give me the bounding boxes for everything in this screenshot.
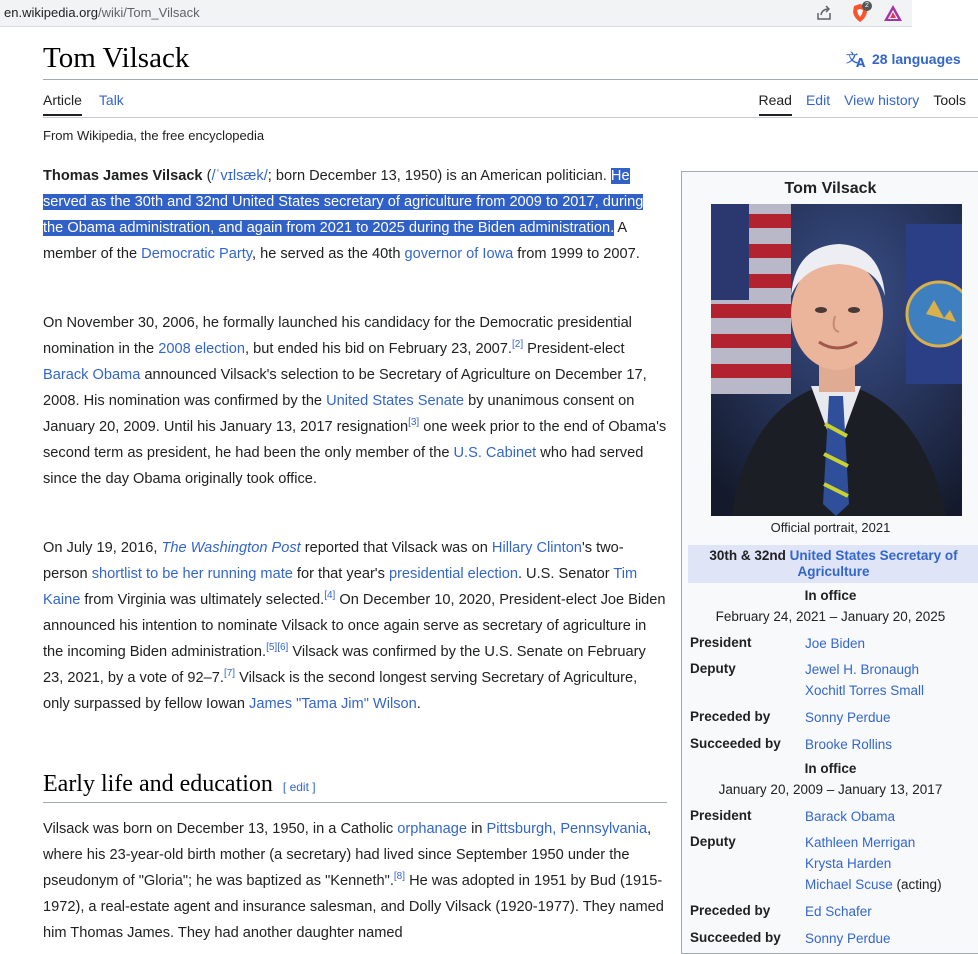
svg-text:文: 文 [846,51,859,65]
citation-5[interactable]: [5] [266,642,278,654]
text: . U.S. Senator [517,566,614,582]
text: A member of the [43,220,627,262]
term1-deputy-label: Deputy [690,661,736,676]
link-ed-schafer[interactable]: Ed Schafer [805,904,872,919]
text: On November 30, 2006, he formally launched his candidacy for the Democratic presidential nomination in the [43,315,632,357]
term2-dates: January 20, 2009 – January 13, 2017 [718,782,943,797]
acting-note: (acting) [892,877,942,892]
official-portrait[interactable] [711,204,962,516]
text: by unanimous consent on January 20, 2009. Until his January 13, 2017 resignation [43,393,635,435]
link-running-mate-shortlist[interactable]: shortlist to be her running mate [91,566,293,582]
citation-3[interactable]: [3] [408,417,420,429]
term1-preceded-label: Preceded by [690,709,771,724]
link-washington-post[interactable]: The Washington Post [161,540,301,556]
link-barack-obama-infobox[interactable]: Barack Obama [805,809,896,824]
term1-heading: In office [804,588,857,603]
languages-button[interactable] [846,50,961,68]
term1-dates: February 24, 2021 – January 20, 2025 [715,609,946,624]
link-tim-kaine[interactable]: Tim Kaine [43,566,638,608]
view-tabs [759,92,967,116]
svg-text:A: A [856,56,866,68]
portrait-image [711,204,962,516]
section-title: Early life and education [43,771,273,797]
paragraph-4 [43,816,667,946]
text: , where his 23-year-old birth mother (a secretary) had lived since September 1950 under the pseudonym of "Gloria"; he was baptized as "Kenneth". [43,821,652,889]
text: reported that Vilsack was on [300,540,492,556]
term1-succeeded-label: Succeeded by [690,736,781,751]
term2-deputy-label: Deputy [690,834,736,849]
paragraph-3 [43,535,667,717]
term2-heading: In office [804,761,857,776]
ipa-link[interactable]: /ˈvɪlsæk/ [211,168,268,184]
portrait-caption: Official portrait, 2021 [770,520,891,535]
section-edit-link[interactable] [283,780,316,794]
infobox-title: Tom Vilsack [784,180,877,197]
term2-preceded-label: Preceded by [690,903,771,918]
text: from Virginia was ultimately selected. [80,592,325,608]
link-united-states-senate[interactable]: United States Senate [326,393,465,409]
link-2008-election[interactable]: 2008 election [158,341,246,357]
link-krysta-harden[interactable]: Krysta Harden [805,856,892,871]
infobox [681,171,978,954]
lead-paragraph [43,163,667,267]
tab-talk[interactable]: Talk [98,92,124,108]
paragraph-2 [43,310,667,492]
edit-link[interactable]: [ edit ] [282,780,316,794]
link-hillary-clinton[interactable]: Hillary Clinton [491,540,582,556]
term2-president-label: President [690,808,752,823]
link-kathleen-merrigan[interactable]: Kathleen Merrigan [805,835,916,850]
share-icon[interactable] [815,4,833,22]
brave-rewards-icon[interactable] [883,4,903,22]
link-xochitl-torres-small[interactable]: Xochitl Torres Small [805,683,925,698]
text: ; born December 13, 1950) is an American politician. [267,168,611,184]
link-joe-biden[interactable]: Joe Biden [805,636,866,651]
citation-2[interactable]: [2] [511,339,524,351]
browser-toolbar-spacer [912,0,978,26]
text: from 1999 to 2007. [513,246,640,262]
text: Vilsack is the second longest serving Secretary of Agriculture, only surpassed by fellow Iowan [43,670,638,712]
link-brooke-rollins[interactable]: Brooke Rollins [805,737,893,752]
text: He was adopted in 1951 by Bud (1915-1972), a real-estate agent and insurance salesman, and Dolly Vilsack (1920-1977). They named him Thomas James. They had another daughter named [43,873,664,941]
selected-text[interactable]: He served as the 30th and 32nd United States secretary of agriculture from 2009 to 2017, during the Obama administration, and again from 2021 to 2025 during the Biden administration. [43,168,644,236]
text: announced Vilsack's selection to be Secretary of Agriculture on December 17, 2008. His nomination was confirmed by the [43,367,647,409]
text: in [467,821,487,837]
text: . [416,696,421,712]
citation-4[interactable]: [4] [324,590,336,602]
site-tagline: From Wikipedia, the free encyclopedia [43,128,265,143]
languages-label: 28 languages [872,51,961,67]
title-divider [43,79,978,80]
shield-count-badge: 2 [862,1,872,11]
tab-tools[interactable]: Tools [933,92,966,108]
link-barack-obama[interactable]: Barack Obama [43,367,141,383]
office-header [688,545,978,583]
link-democratic-party[interactable]: Democratic Party [141,246,252,262]
url-text[interactable] [4,5,200,20]
link-presidential-election[interactable]: presidential election [388,566,518,582]
link-secretary-of-agriculture[interactable]: United States Secretary of Agriculture [789,548,958,579]
term1-president-label: President [690,635,752,650]
office-ordinal: 30th & 32nd [709,548,790,563]
link-jewel-bronaugh[interactable]: Jewel H. Bronaugh [805,662,920,677]
namespace-tabs [43,92,124,116]
url-path: /wiki/Tom_Vilsack [97,5,200,20]
text: 's two-person [43,540,624,582]
link-sonny-perdue[interactable]: Sonny Perdue [805,710,891,725]
link-sonny-perdue-2[interactable]: Sonny Perdue [805,931,891,946]
text: , but ended his bid on February 23, 2007. [245,341,512,357]
text: On July 19, 2016, [43,540,162,556]
browser-address-bar[interactable] [0,0,912,27]
citation-8[interactable]: [8] [393,871,406,883]
tab-view-history[interactable]: View history [844,92,920,108]
tab-read[interactable]: Read [759,92,792,116]
url-host: en.wikipedia.org [4,5,98,20]
citation-7[interactable]: [7] [223,668,236,680]
translate-icon [846,50,866,68]
text: ( [202,168,212,184]
text: President-elect [523,341,625,357]
text: one week prior to the end of Obama's second term as president, he had been the only member of the [43,419,667,461]
link-orphanage[interactable]: orphanage [397,821,468,837]
subject-name: Thomas James Vilsack [43,168,203,184]
page-title: Tom Vilsack [43,42,190,74]
section-heading [43,771,667,803]
tabs-divider [43,117,978,118]
text: for that year's [292,566,389,582]
link-michael-scuse[interactable]: Michael Scuse [805,877,893,892]
text: who had served since the day Obama originally took office. [43,445,644,487]
text: Vilsack was born on December 13, 1950, in a Catholic [43,821,398,837]
link-governor-of-iowa[interactable]: governor of Iowa [404,246,514,262]
link-us-cabinet[interactable]: U.S. Cabinet [453,445,537,461]
tab-article[interactable]: Article [43,92,82,116]
text: On December 10, 2020, President-elect Joe Biden announced his intention to nominate Vilsack to once again serve as secretary of agriculture in the incoming Biden administration. [43,592,666,660]
link-james-wilson[interactable]: James "Tama Jim" Wilson [249,696,417,712]
text: Vilsack was confirmed by the U.S. Senate on February 23, 2021, by a vote of 92–7. [43,644,646,686]
link-pittsburgh[interactable]: Pittsburgh, Pennsylvania [486,821,648,837]
tab-edit[interactable]: Edit [805,92,831,108]
text: , he served as the 40th [251,246,405,262]
term2-succeeded-label: Succeeded by [690,930,781,945]
citation-6[interactable]: [6] [277,642,289,654]
